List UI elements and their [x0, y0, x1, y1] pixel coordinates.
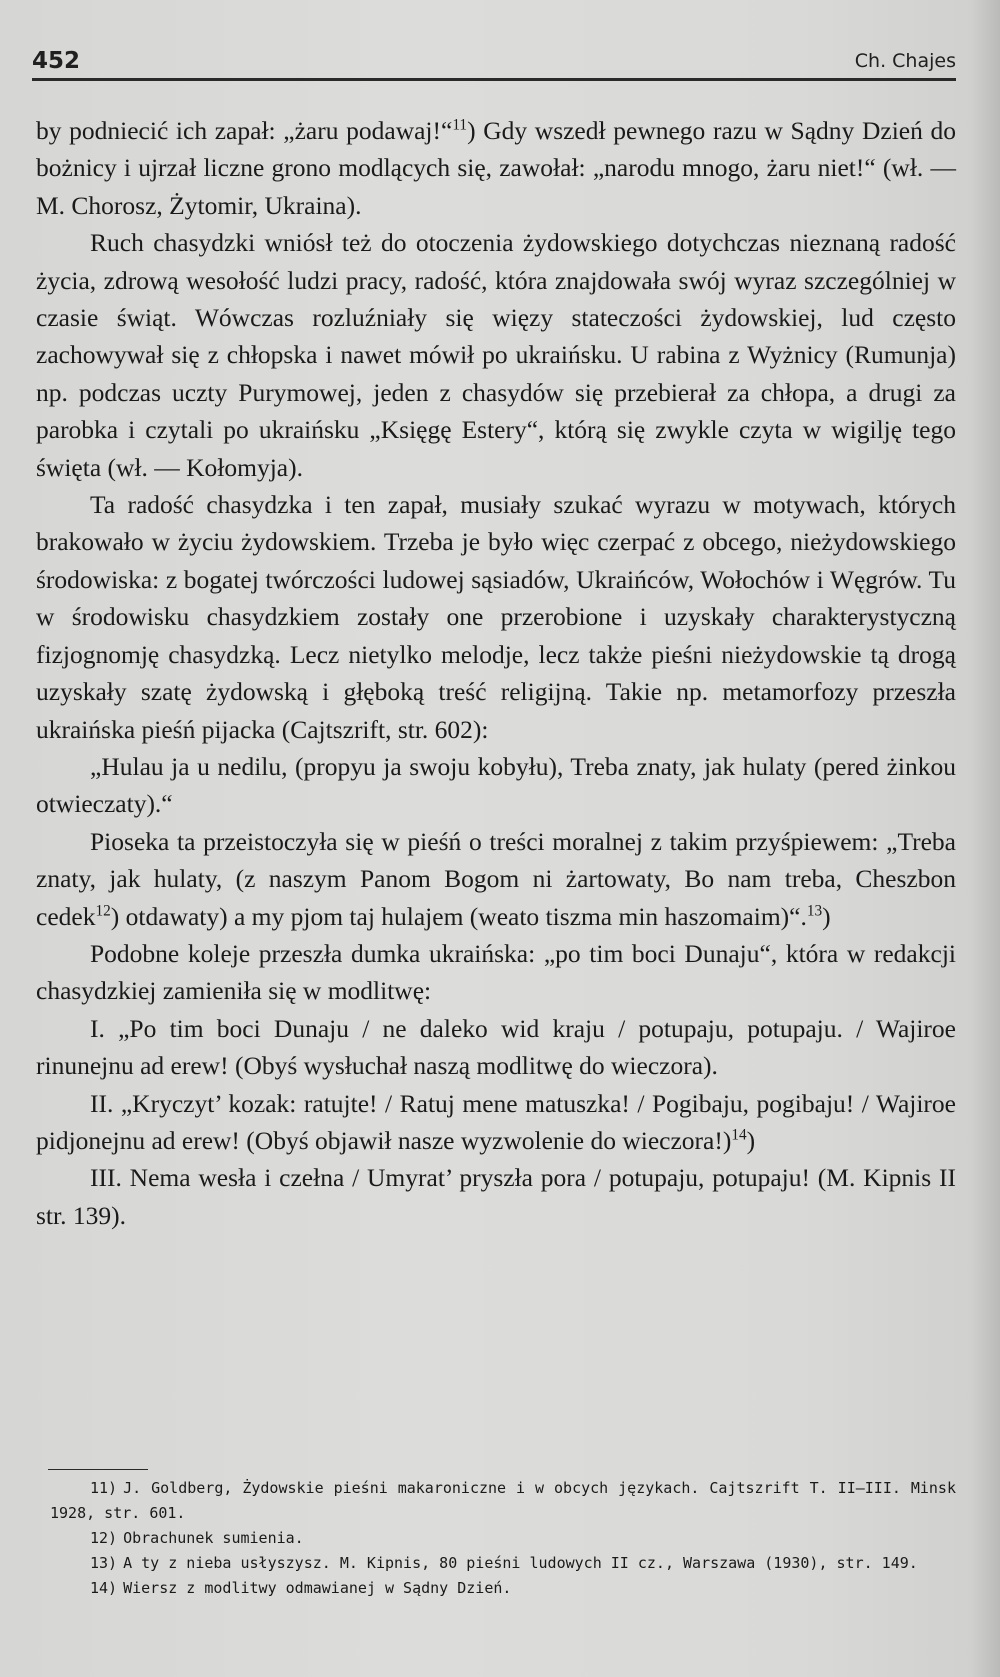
body-text — [36, 112, 956, 1234]
paragraph — [36, 112, 956, 224]
footnote-rule — [48, 1469, 148, 1470]
paragraph — [36, 935, 956, 1010]
paragraph-text: ) — [746, 1125, 756, 1155]
verse-stanza — [36, 1085, 956, 1160]
page-header — [32, 48, 956, 78]
footnote-text: A ty z nieba usłyszysz. M. Kipnis, 80 pieśni ludowych II cz., Warszawa (1930), str. 149. — [123, 1554, 918, 1572]
paragraph-text: „Hulau ja u nedilu, (propyu ja swoju kobyłu), Treba znaty, jak hulaty (pered żinkou otwieczaty).“ — [36, 751, 956, 819]
paragraph: Pioseka ta przeistoczyła się w pieśń o treści moralnej z takim przyśpiewem: „Treba znaty, jak hulaty, (z naszym Panom Bogom ni żartowaty, Bo nam treba, Cheszbon cedek$^{12}$) otdawaty) a my pjom taj hulajem (weato tiszma min haszomaim)“.$^{13}$) — [36, 826, 956, 931]
paragraph-text: ) otdawaty) a my pjom taj hulajem (weato tiszma min haszomaim)“. — [110, 901, 807, 931]
footnote — [50, 1551, 956, 1576]
paragraph — [36, 224, 956, 486]
paragraph — [36, 486, 956, 748]
paragraph-text: Ruch chasydzki wniósł też do otoczenia żydowskiego dotychczas nieznaną radość życia, zdrową wesołość ludzi pracy, radość, która znajdowała swój wyraz szczególniej w czasie świąt. Wówczas rozluźniały się więzy stateczości żydowskiej, lud często zachowywał się z chłopska i nawet mówił po ukraińsku. U rabina z Wyżnicy (Rumunja) np. podczas uczty Purymowej, jeden z chasydów się przebierał za chłopa, a drugi za parobka i czytali po ukraińsku „Księgę Estery“, którą się zwykle czyta w wigilję tego święta (wł. — Kołomyja). — [36, 228, 956, 482]
verse-stanza — [36, 1010, 956, 1085]
footnote-ref: 14 — [731, 1126, 747, 1144]
paragraph-text: by podniecić ich zapał: „żaru podawaj!“ — [36, 116, 453, 145]
footnote-ref: 12 — [95, 902, 111, 920]
footnote-text: Wiersz z modlitwy odmawianej w Sądny Dzień. — [123, 1579, 512, 1597]
footnotes — [50, 1476, 956, 1601]
footnote-ref: 13 — [806, 902, 823, 920]
footnote-number: 11) — [90, 1479, 118, 1497]
paragraph-text: I. „Po tim boci Dunaju / ne daleko wid kraju / potupaju, potupaju. / Wajiroe rinunejnu ad erew! (Obyś wysłuchał naszą modlitwę do wieczora). — [36, 1013, 956, 1081]
footnote — [50, 1476, 956, 1526]
paragraph-text: Ta radość chasydzka i ten zapał, musiały szukać wyrazu w motywach, których brakowało w życiu żydowskiem. Trzeba je było więc czerpać z obcego, nieżydowskiego środowiska: z bogatej twórczości ludowej sąsiadów, Ukraińców, Wołochów i Węgrów. Tu w środowisku chasydzkiem zostały one przerobione i uzyskały charakterystyczną fizjognomję chasydzką. Lecz nietylko melodje, lecz także pieśni nieżydowskie tą drogą uzyskały szatę żydowską i głęboką treść religijną. Takie np. metamorfozy przeszła ukraińska pieśń pijacka (Cajtszrift, str. 602): — [36, 490, 956, 744]
paragraph-text: II. „Kryczyt’ kozak: ratujte! / Ratuj mene matuszka! / Pogibaju, pogibaju! / Wajiroe pidjonejnu ad erew! (Obyś objawił nasze wyzwolenie do wieczora!) — [36, 1088, 956, 1155]
paragraph-text: III. Nema wesła i czełna / Umyrat’ pryszła pora / potupaju, potupaju! (M. Kipnis II str. 139). — [36, 1163, 956, 1230]
footnote-text: J. Goldberg, Żydowskie pieśni makaroniczne i w obcych językach. Cajtszrift T. II—III. Minsk 1928, str. 601. — [50, 1479, 956, 1522]
paragraph-text: Podobne koleje przeszła dumka ukraińska: „po tim boci Dunaju“, która w redakcji chasydzkiej zamieniła się w modlitwę: — [36, 938, 956, 1006]
footnote-number: 13) — [90, 1554, 118, 1572]
page-edge-shadow — [970, 0, 1000, 1677]
footnote-number: 12) — [90, 1529, 118, 1547]
footnote — [50, 1526, 956, 1551]
paragraph-text: Pioseka ta przeistoczyła się w pieśń o treści moralnej z takim przyśpiewem: „Treba znaty, jak hulaty, (z naszym Panom Bogom ni żartowaty, Bo nam treba, Cheszbon cedek — [36, 826, 956, 931]
paragraph-text: ) Gdy wszedł pewnego razu w Sądny Dzień do bożnicy i ujrzał liczne grono modlących się, zawołał: „narodu mnogo, żaru niet!“ (wł. — M. Chorosz, Żytomir, Ukraina). — [36, 116, 957, 220]
verse-stanza — [36, 1159, 956, 1234]
running-head: Ch. Chajes — [854, 50, 956, 72]
page-number: 452 — [32, 48, 81, 74]
footnote-text: Obrachunek sumienia. — [123, 1529, 304, 1547]
footnote-ref: 11 — [452, 116, 468, 134]
footnote — [50, 1576, 956, 1601]
header-rule — [32, 78, 956, 81]
footnote-number: 14) — [90, 1579, 118, 1597]
quoted-verse — [36, 748, 956, 823]
